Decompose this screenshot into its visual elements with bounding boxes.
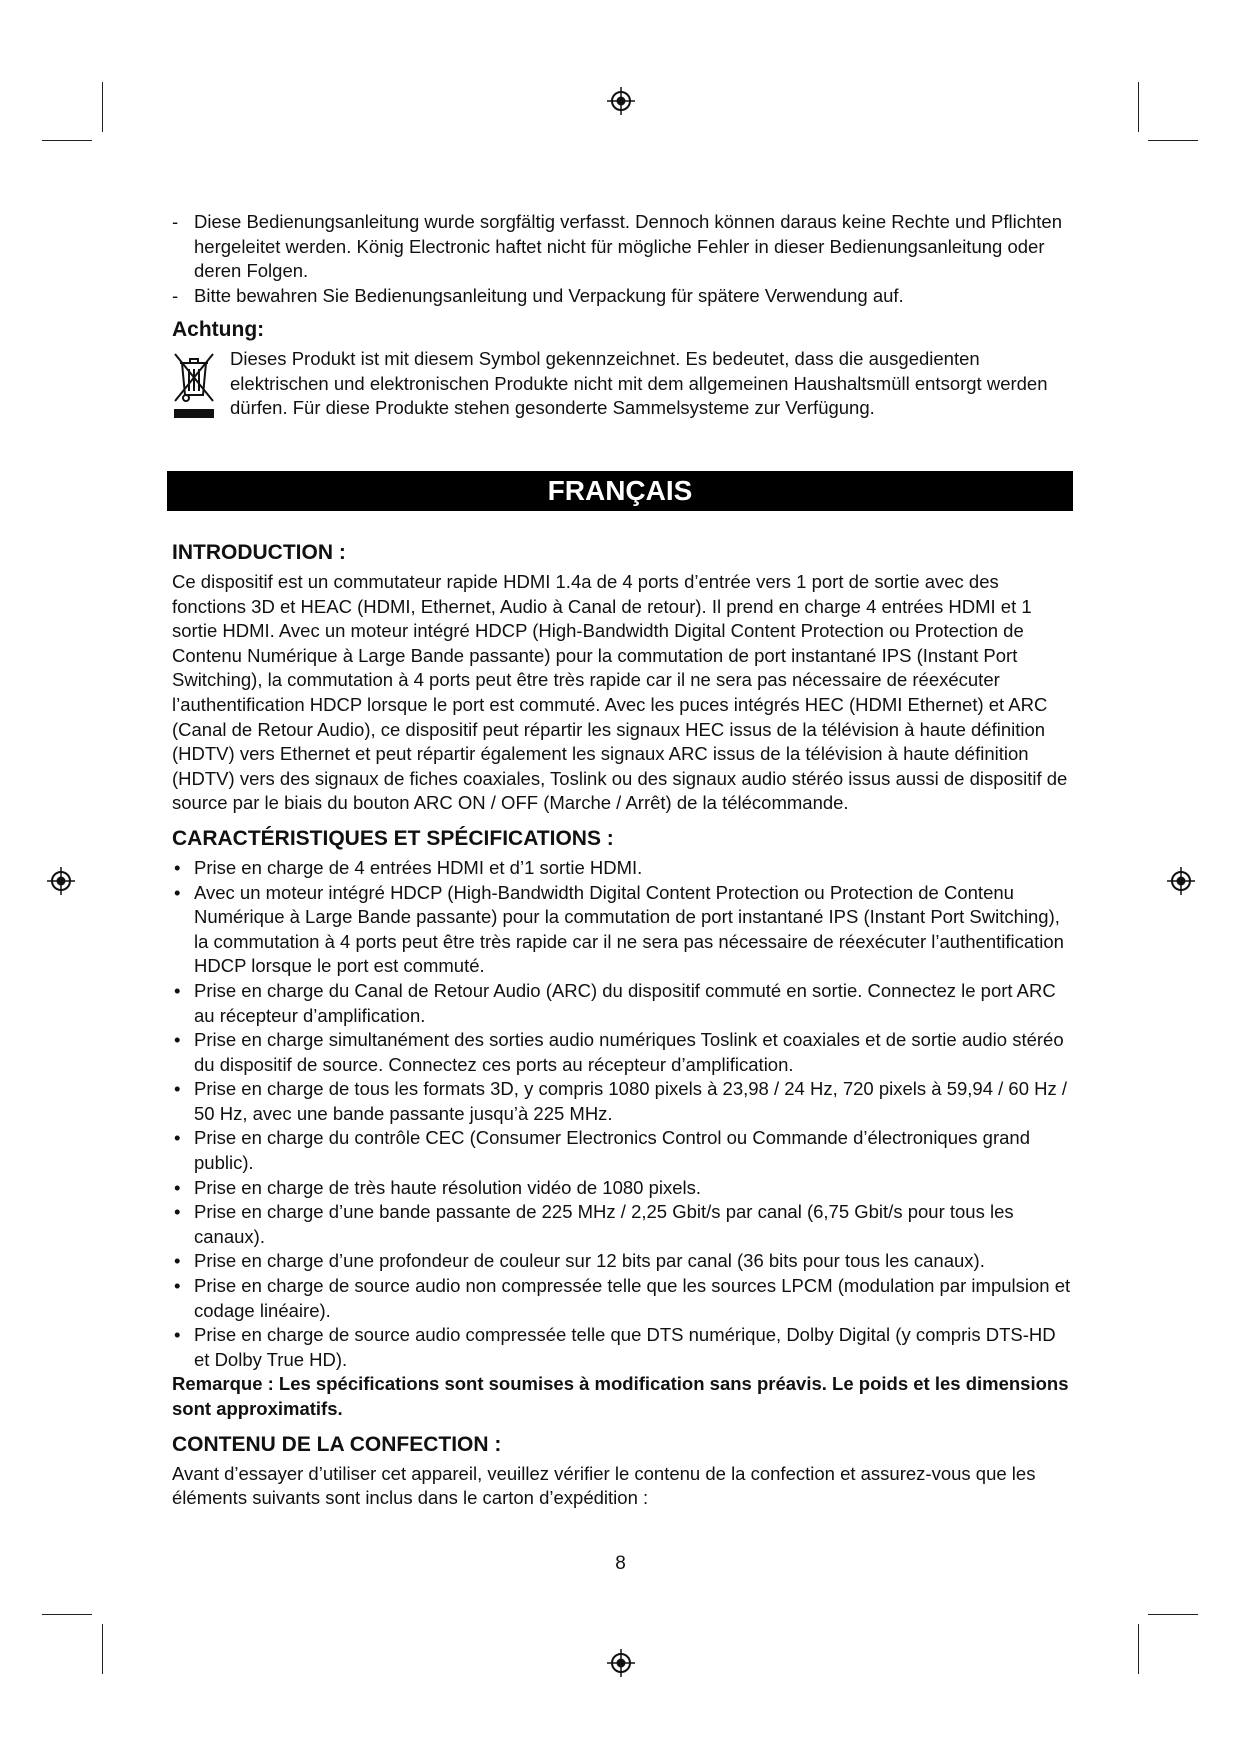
crop-mark-bottom-left-h (42, 1614, 92, 1615)
german-list-item: - Bitte bewahren Sie Bedienungsanleitung und Verpackung für spätere Verwendung auf. (172, 284, 904, 306)
french-section (172, 540, 1072, 1511)
crop-mark-bottom-left-v (102, 1624, 103, 1674)
list-item: • Prise en charge d’une bande passante de 225 MHz / 2,25 Gbit/s par canal (6,75 Gbit/s pour tous les canaux). (174, 1201, 1014, 1247)
list-item: • Avec un moteur intégré HDCP (High-Bandwidth Digital Content Protection ou Protection de Contenu Numérique à Large Bande passante) pour la commutation de port instantané IPS (Instant Port Switching), la commutation à 4 ports peut être très rapide car il ne sera pas nécessaire de réexécuter l’authentification HDCP lorsque le port est commuté. (174, 881, 1064, 977)
german-item-text: Bitte bewahren Sie Bedienungsanleitung und Verpackung für spätere Verwendung auf. (194, 284, 904, 306)
list-item: • Prise en charge de 4 entrées HDMI et d’1 sortie HDMI. (174, 856, 643, 878)
german-item-text: Diese Bedienungsanleitung wurde sorgfältig verfasst. Dennoch können daraus keine Rechte und Pflichten hergeleitet werden. König Electronic haftet nicht für mögliche Fehler in dieser Bedienungsanleitung oder deren Folgen. (194, 211, 1062, 282)
crop-mark-top-left-v (102, 82, 103, 132)
list-item: • Prise en charge d’une profondeur de couleur sur 12 bits par canal (36 bits pour tous les canaux). (174, 1250, 985, 1272)
list-item: • Prise en charge de tous les formats 3D, y compris 1080 pixels à 23,98 / 24 Hz, 720 pixels à 59,94 / 60 Hz / 50 Hz, avec une bande passante jusqu’à 225 MHz. (174, 1078, 1068, 1124)
list-item: • Prise en charge de source audio non compressée telle que les sources LPCM (modulation par impulsion et codage linéaire). (174, 1275, 1071, 1321)
crop-mark-top-left-h (42, 140, 92, 141)
features-list (172, 856, 1072, 1372)
list-item: • Prise en charge simultanément des sorties audio numériques Toslink et coaxiales et de sortie audio stéréo du dispositif de source. Connectez ces ports au récepteur d’amplification. (174, 1029, 1064, 1075)
german-section (172, 210, 1072, 421)
crop-mark-top-right-v (1138, 82, 1139, 132)
specifications-note: Remarque : Les spécifications sont soumises à modification sans préavis. Le poids et les dimensions sont approximatifs. (172, 1373, 1069, 1419)
language-banner: FRANÇAIS (167, 471, 1073, 511)
page-number: 8 (615, 1553, 626, 1574)
registration-mark-icon (1166, 866, 1196, 896)
list-item: • Prise en charge de très haute résolution vidéo de 1080 pixels. (174, 1176, 702, 1198)
crop-mark-bottom-right-v (1138, 1624, 1139, 1674)
registration-mark-icon (46, 866, 76, 896)
crop-mark-bottom-right-h (1148, 1614, 1198, 1615)
weee-crossed-bin-icon (172, 351, 216, 421)
list-item: • Prise en charge de source audio compressée telle que DTS numérique, Dolby Digital (y compris DTS-HD et Dolby True HD). (174, 1324, 1056, 1370)
warning-block (172, 347, 1072, 421)
warning-text: Dieses Produkt ist mit diesem Symbol gekennzeichnet. Es bedeutet, dass die ausgedienten elektrischen und elektronischen Produkte nicht mit dem allgemeinen Haushaltsmüll entsorgt werden dürfen. Für diese Produkte stehen gesonderte Sammelsysteme zur Verfügung. (230, 347, 1048, 419)
registration-mark-icon (606, 86, 636, 116)
contents-heading: CONTENU DE LA CONFECTION : (172, 1432, 502, 1456)
crop-mark-top-right-h (1148, 140, 1198, 141)
list-item: • Prise en charge du contrôle CEC (Consumer Electronics Control ou Commande d’électroniques grand public). (174, 1127, 1030, 1174)
contents-text: Avant d’essayer d’utiliser cet appareil, veuillez vérifier le contenu de la confection et assurez-vous que les éléments suivants sont inclus dans le carton d’expédition : (172, 1462, 1036, 1509)
introduction-text: Ce dispositif est un commutateur rapide HDMI 1.4a de 4 ports d’entrée vers 1 port de sortie avec des fonctions 3D et HEAC (HDMI, Ethernet, Audio à Canal de retour). Il prend en charge 4 entrées HDMI et 1 sortie HDMI. Avec un moteur intégré HDCP (High-Bandwidth Digital Content Protection ou Protection de Contenu Numérique à Large Bande passante) pour la commutation de port instantané IPS (Instant Port Switching), la commutation à 4 ports peut être très rapide car il ne sera pas nécessaire de réexécuter l’authentification HDCP lorsque le port est commuté. Avec les puces intégrés HEC (HDMI Ethernet) et ARC (Canal de Retour Audio), ce dispositif peut répartir les signaux HEC issus de la télévision à haute définition (HDTV) vers Ethernet et peut répartir également les signaux ARC issus de la télévision à haute définition (HDTV) vers des signaux de fiches coaxiales, Toslink ou des signaux audio stéréo issus aussi de dispositif de source par le biais du bouton ARC ON / OFF (Marche / Arrêt) de la télécommande. (172, 571, 1068, 814)
list-item: • Prise en charge du Canal de Retour Audio (ARC) du dispositif commuté en sortie. Connectez le port ARC au récepteur d’amplification. (174, 979, 1056, 1026)
features-heading: CARACTÉRISTIQUES ET SPÉCIFICATIONS : (172, 826, 614, 850)
warning-title: Achtung: (172, 318, 265, 342)
registration-mark-icon (606, 1648, 636, 1678)
introduction-heading: INTRODUCTION : (172, 541, 346, 564)
german-list-item: - Diese Bedienungsanleitung wurde sorgfältig verfasst. Dennoch können daraus keine Rechte und Pflichten hergeleitet werden. König Electronic haftet nicht für mögliche Fehler in dieser Bedienungsanleitung oder deren Folgen. (172, 211, 1062, 282)
